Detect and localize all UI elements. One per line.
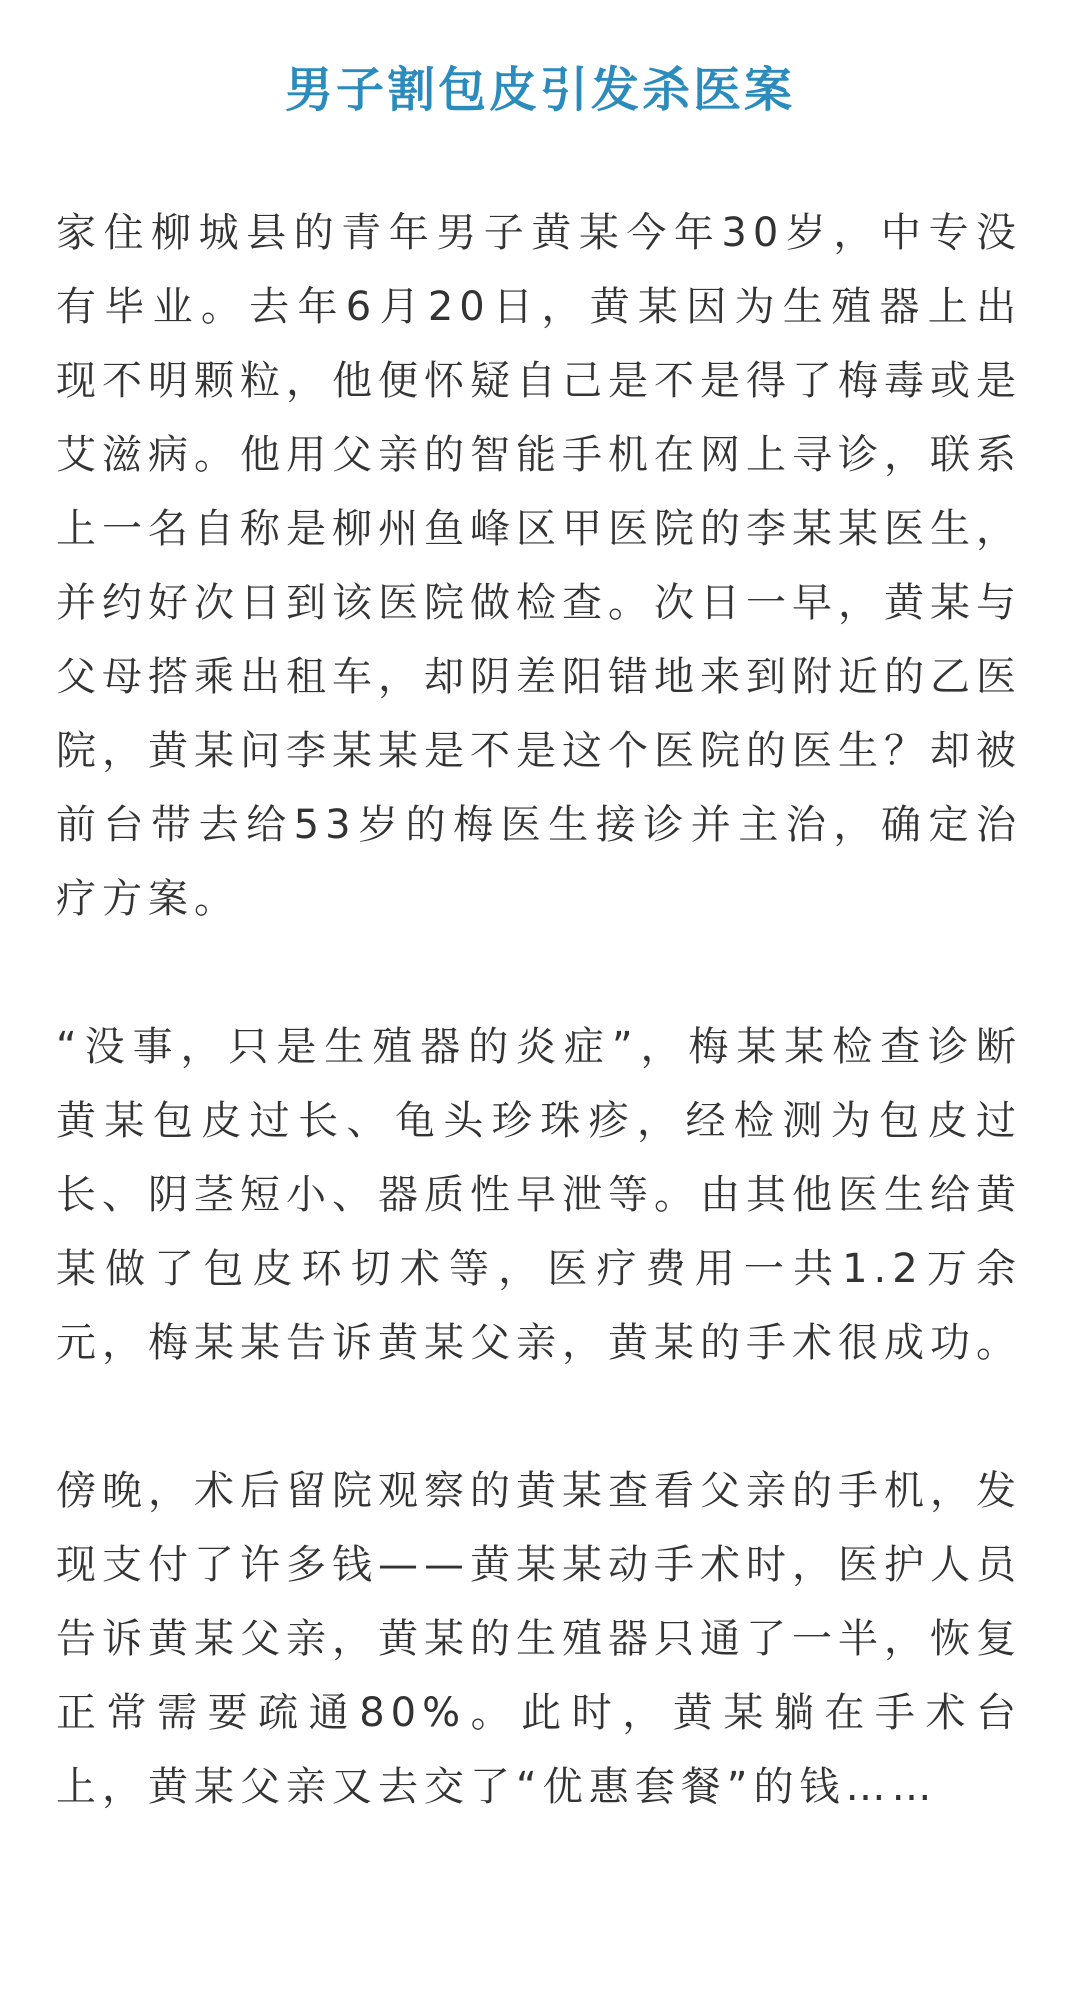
paragraph-1: 家住柳城县的青年男子黄某今年30岁，中专没有毕业。去年6月20日，黄某因为生殖器上出现不明颗粒，他便怀疑自己是不是得了梅毒或是艾滋病。他用父亲的智能手机在网上寻诊，联系上一名自称是柳州鱼峰区甲医院的李某某医生，并约好次日到该医院做检查。次日一早，黄某与父母搭乘出租车，却阴差阳错地来到附近的乙医院，黄某问李某某是不是这个医院的医生？却被前台带去给53岁的梅医生接诊并主治，确定治疗方案。 (56, 210, 1022, 922)
paragraph-3: 傍晚，术后留院观察的黄某查看父亲的手机，发现支付了许多钱——黄某某动手术时，医护人员告诉黄某父亲，黄某的生殖器只通了一半，恢复正常需要疏通80%。此时，黄某躺在手术台上，黄某父亲又去交了“优惠套餐”的钱…… (56, 1468, 1022, 1810)
article-body (56, 196, 1022, 1898)
article-title: 男子割包皮引发杀医案 (284, 62, 795, 118)
paragraph-2: “没事，只是生殖器的炎症”，梅某某检查诊断黄某包皮过长、龟头珍珠疹，经检测为包皮过长、阴茎短小、器质性早泄等。由其他医生给黄某做了包皮环切术等，医疗费用一共1.2万余元，梅某某告诉黄某父亲，黄某的手术很成功。 (56, 1024, 1022, 1366)
